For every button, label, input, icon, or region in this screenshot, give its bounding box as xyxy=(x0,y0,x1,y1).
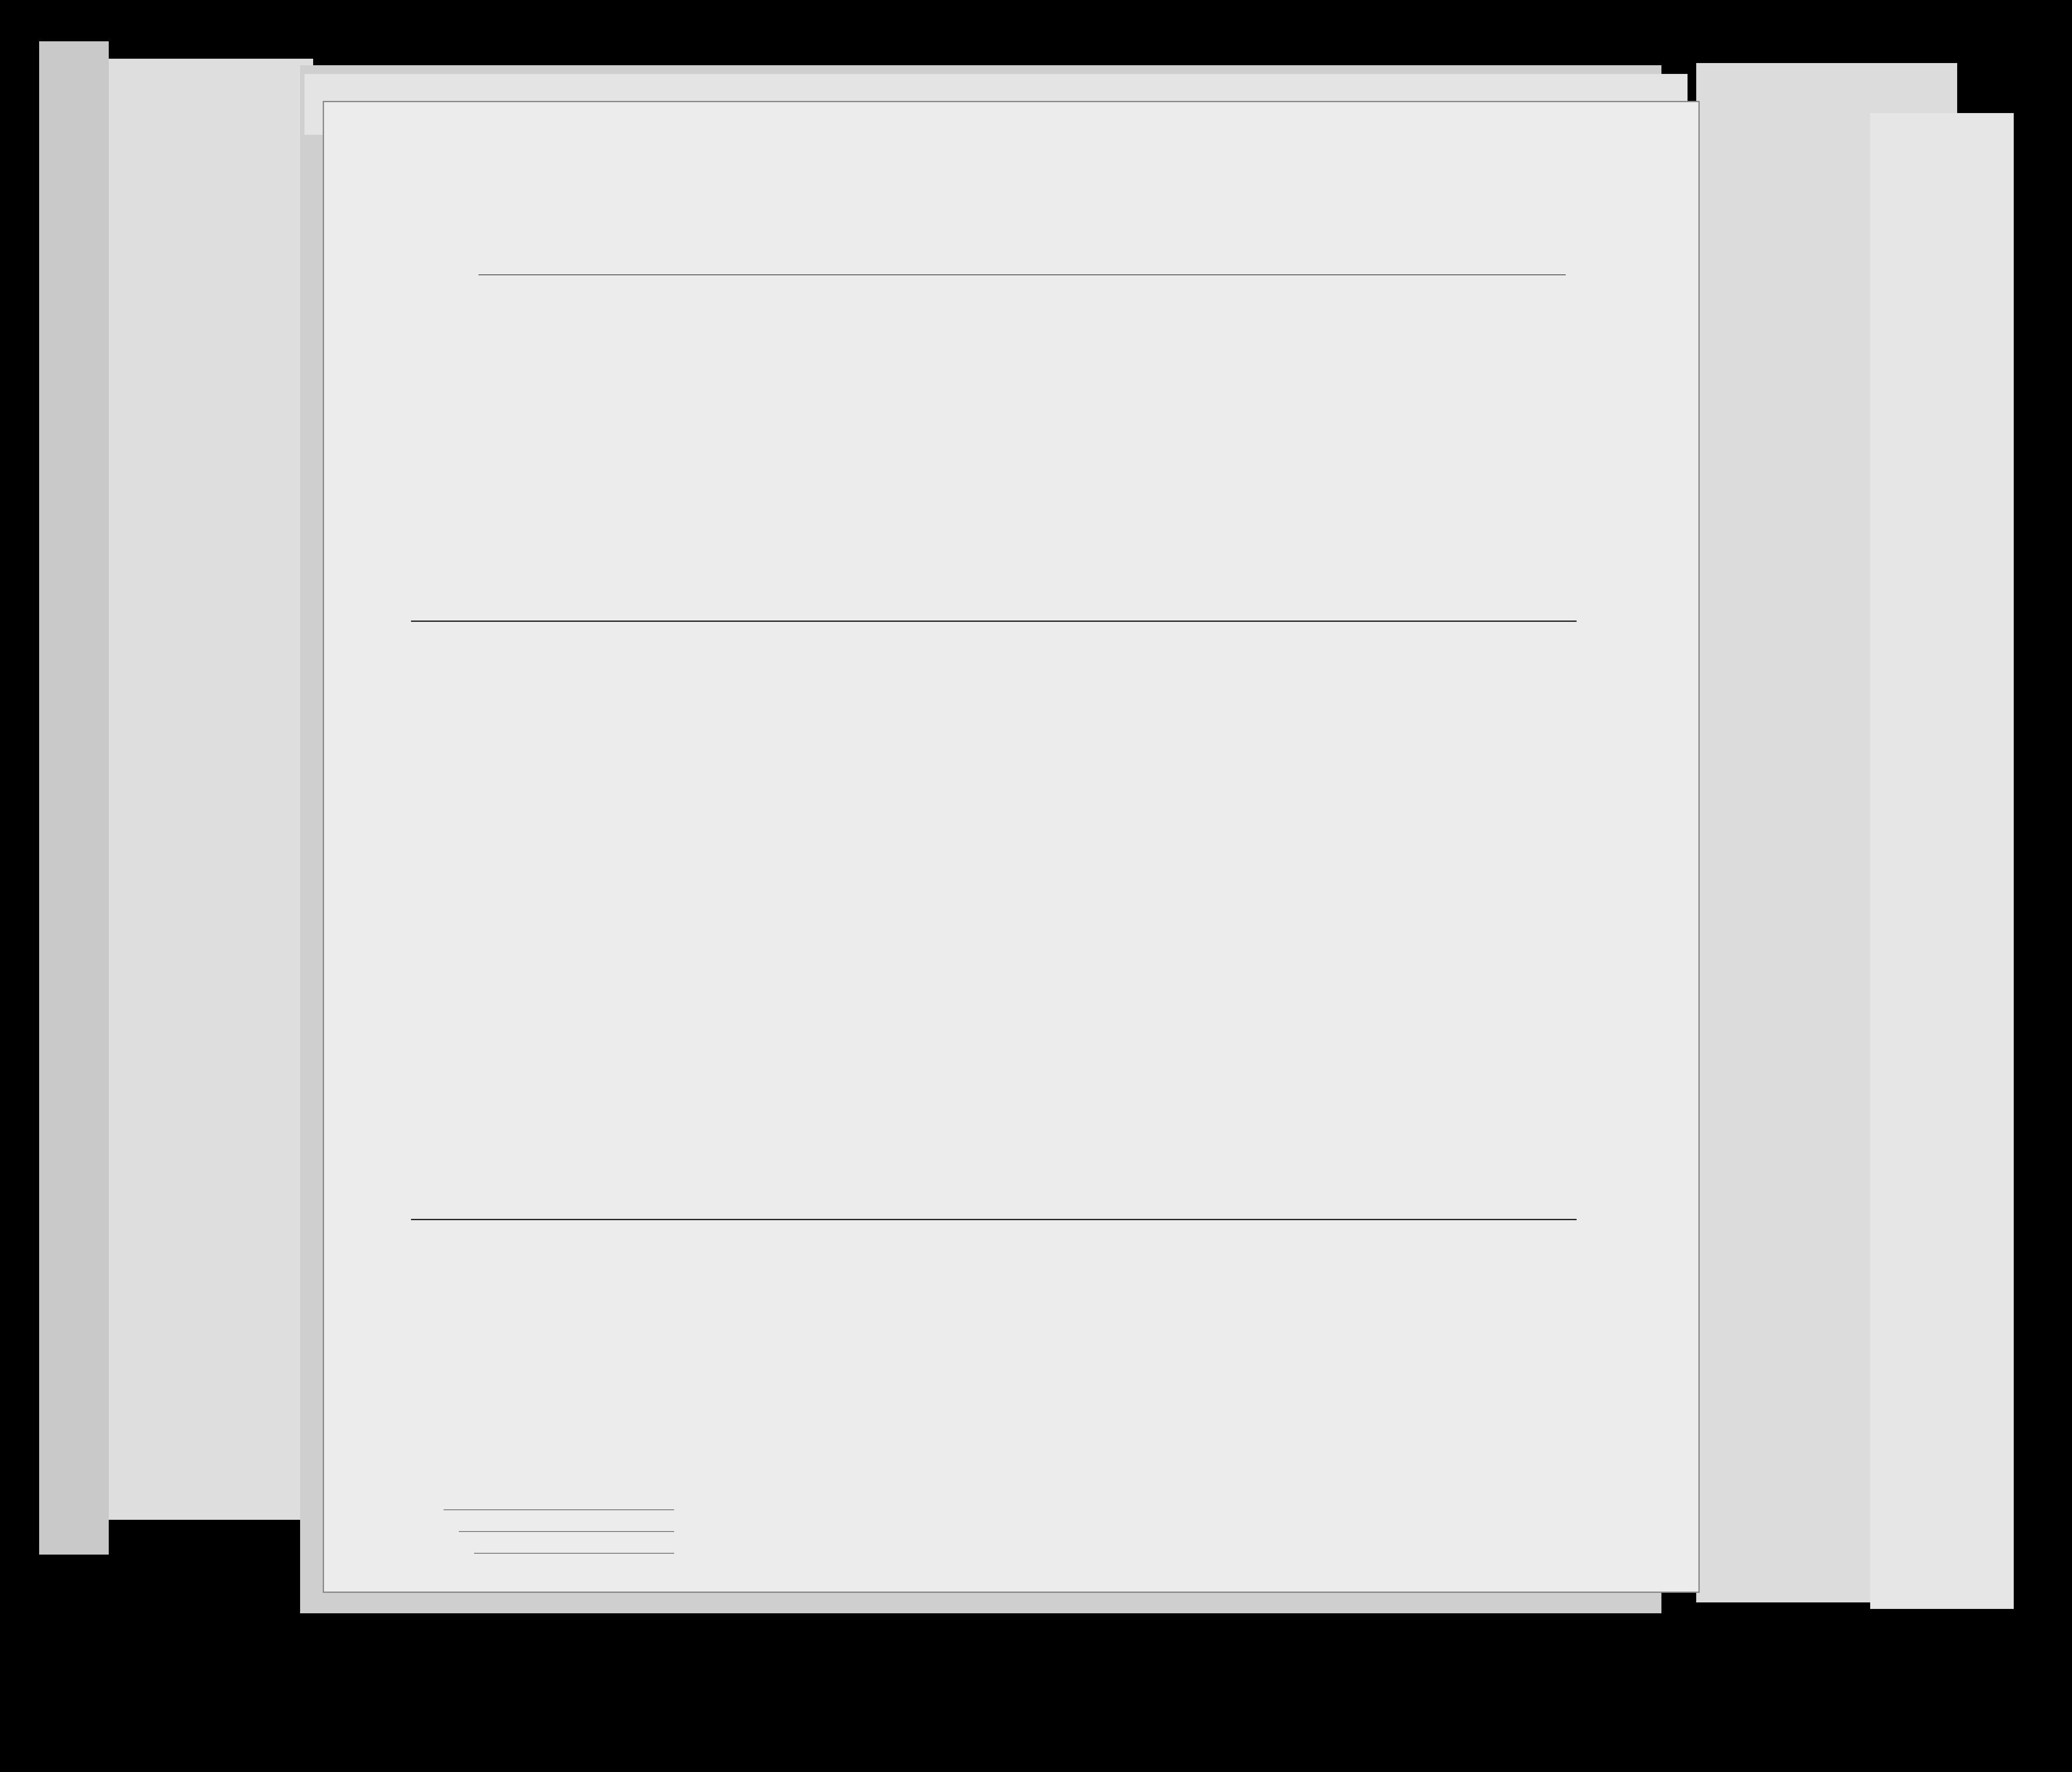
footer-owners-rule xyxy=(459,1531,674,1532)
back-sheet-left-strip xyxy=(39,41,109,1555)
footer-line-rule xyxy=(444,1509,674,1510)
back-sheet-right2 xyxy=(1870,113,2014,1609)
vessel-underline xyxy=(478,274,1566,275)
crew-manifest-page xyxy=(324,102,1698,1592)
back-sheet-left xyxy=(109,59,313,1520)
strikethrough-line-row-24 xyxy=(411,1219,1577,1220)
separator-line xyxy=(411,621,1577,622)
footer-agents-rule xyxy=(474,1553,674,1554)
